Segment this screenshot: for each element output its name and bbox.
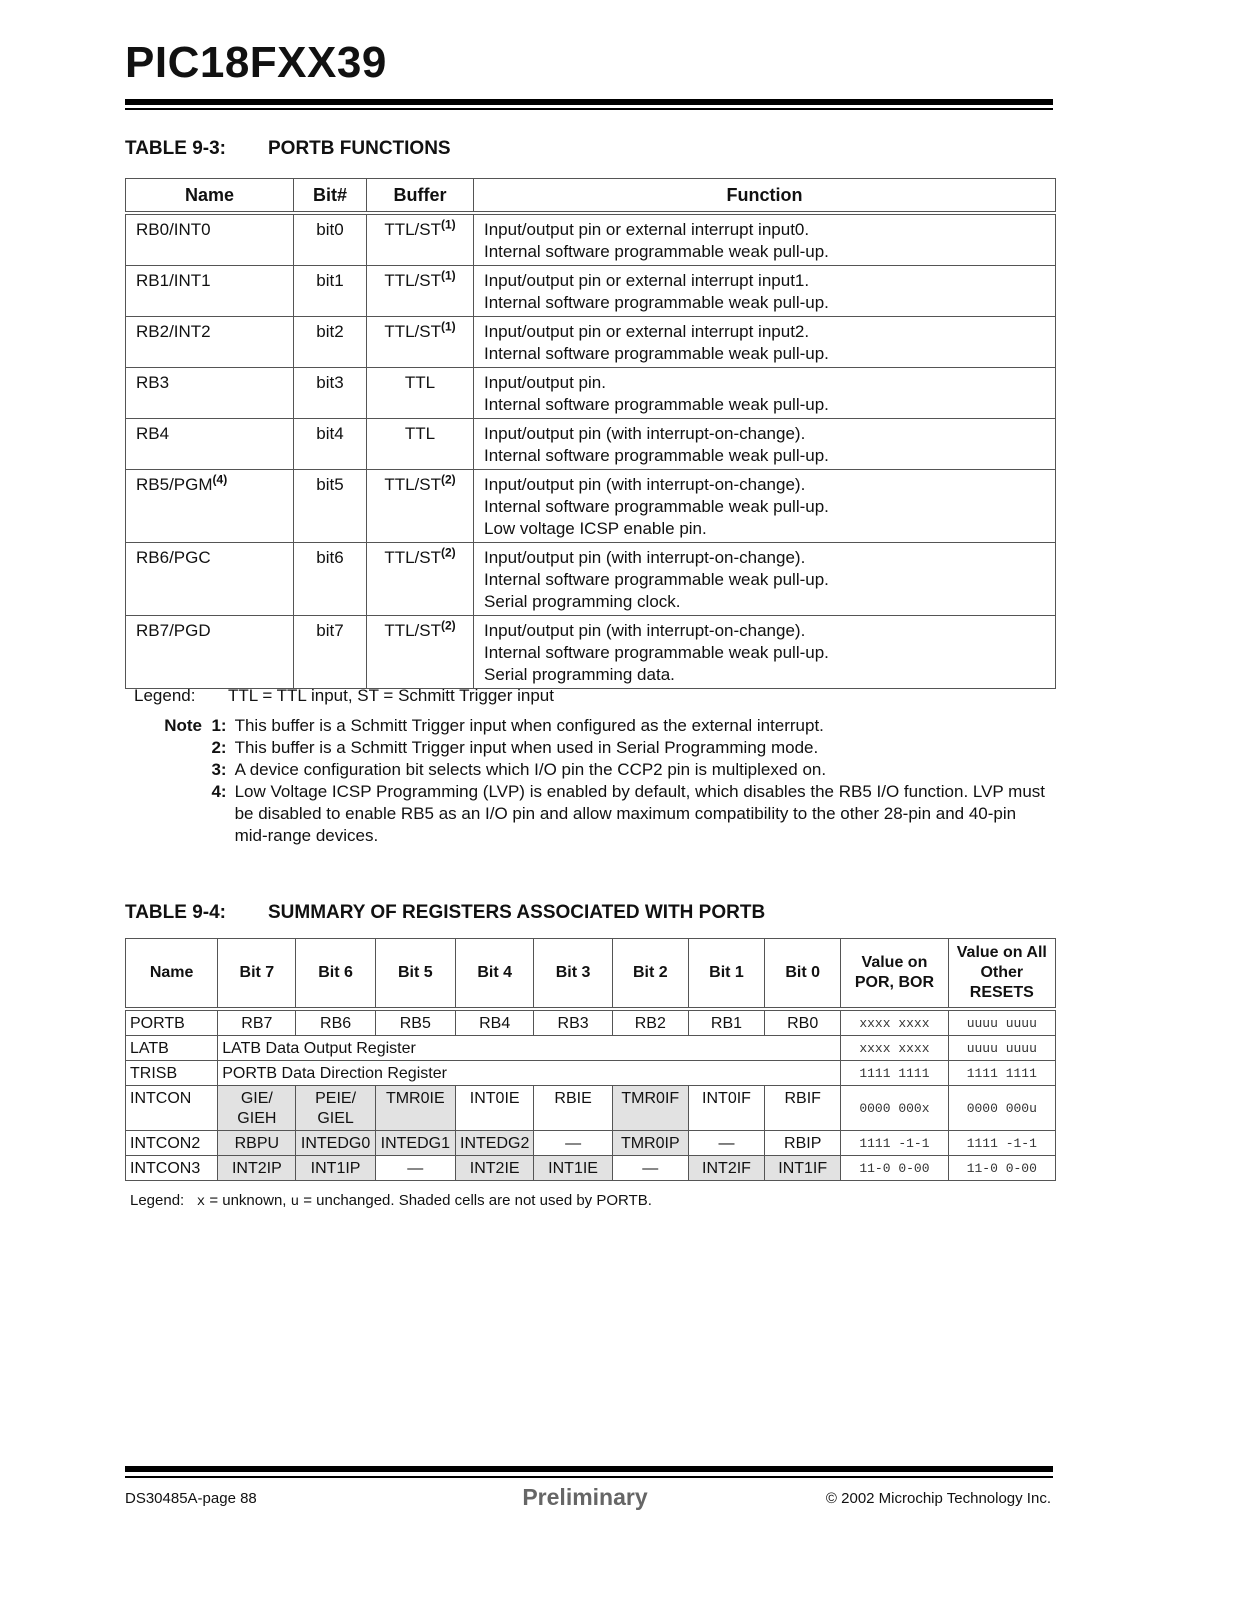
note-number-cell xyxy=(150,781,227,847)
footer-copyright: © 2002 Microchip Technology Inc. xyxy=(825,1490,1051,1507)
value-por-bor: 1111 1111 xyxy=(841,1061,948,1086)
note-item xyxy=(150,737,1050,759)
note-number: 4: xyxy=(211,782,227,801)
pin-name: RB6/PGC xyxy=(136,548,211,567)
pin-name-footnote: (4) xyxy=(212,472,228,487)
pin-name-cell xyxy=(126,419,294,470)
bit-cell: bit4 xyxy=(294,419,367,470)
column-header: Name xyxy=(126,939,218,1010)
function-line: Internal software programmable weak pull-up. xyxy=(484,242,829,261)
bit-cell: INT2IF xyxy=(688,1156,764,1181)
table-row xyxy=(126,616,1056,689)
register-description: LATB Data Output Register xyxy=(218,1036,841,1061)
bit-cell: INTEDG0 xyxy=(296,1131,375,1156)
footer-rule-thin xyxy=(125,1476,1053,1478)
table-row xyxy=(126,317,1056,368)
table-9-3-number: TABLE 9-3: xyxy=(125,138,226,159)
function-line: Input/output pin. xyxy=(484,373,606,392)
bit-cell: INT0IF xyxy=(688,1086,764,1131)
table-9-4-caption xyxy=(125,902,765,924)
bit-cell: RB7 xyxy=(218,1009,296,1036)
register-name: LATB xyxy=(126,1036,218,1061)
document-title: PIC18FXX39 xyxy=(125,38,387,87)
bit-cell: RBPU xyxy=(218,1131,296,1156)
note-number-cell xyxy=(150,715,227,737)
function-line: Internal software programmable weak pull-up. xyxy=(484,643,829,662)
column-header: Bit 0 xyxy=(765,939,841,1010)
function-line: Input/output pin or external interrupt input1. xyxy=(484,271,810,290)
column-header: Bit 6 xyxy=(296,939,375,1010)
value-other-resets: uuuu uuuu xyxy=(948,1009,1055,1036)
column-header: Bit 3 xyxy=(534,939,612,1010)
table-header-row xyxy=(126,179,1056,214)
register-description: PORTB Data Direction Register xyxy=(218,1061,841,1086)
table-header-row xyxy=(126,939,1056,1010)
pin-name-cell xyxy=(126,470,294,543)
bit-cell: RB1 xyxy=(688,1009,764,1036)
bit-cell: INT2IE xyxy=(455,1156,534,1181)
note-item xyxy=(150,781,1050,847)
value-other-resets: uuuu uuuu xyxy=(948,1036,1055,1061)
column-header: Name xyxy=(126,179,294,214)
table-row xyxy=(126,213,1056,266)
table-row xyxy=(126,1036,1056,1061)
pin-name-cell xyxy=(126,616,294,689)
note-number: 1: xyxy=(211,716,227,735)
bit-cell: bit0 xyxy=(294,213,367,266)
function-cell xyxy=(474,266,1056,317)
function-line: Internal software programmable weak pull-up. xyxy=(484,570,829,589)
function-line: Low voltage ICSP enable pin. xyxy=(484,519,707,538)
portb-functions-table xyxy=(125,178,1056,689)
table-9-4-legend xyxy=(130,1192,652,1210)
bit-cell: bit3 xyxy=(294,368,367,419)
pin-name: RB2/INT2 xyxy=(136,322,211,341)
buffer-footnote: (1) xyxy=(441,268,456,283)
value-other-resets: 1111 1111 xyxy=(948,1061,1055,1086)
function-line: Internal software programmable weak pull-up. xyxy=(484,344,829,363)
header-rule-thick xyxy=(125,99,1053,105)
function-line: Input/output pin (with interrupt-on-change). xyxy=(484,548,806,567)
buffer-type: TTL/ST xyxy=(384,621,441,640)
function-line: Internal software programmable weak pull-up. xyxy=(484,497,829,516)
register-name: TRISB xyxy=(126,1061,218,1086)
legend-label: Legend: xyxy=(134,686,196,705)
function-cell xyxy=(474,543,1056,616)
buffer-cell xyxy=(367,419,474,470)
bit-cell: bit7 xyxy=(294,616,367,689)
buffer-type: TTL xyxy=(404,424,436,443)
column-header: Buffer xyxy=(367,179,474,214)
function-cell xyxy=(474,213,1056,266)
column-header: Bit# xyxy=(294,179,367,214)
function-line: Input/output pin (with interrupt-on-change). xyxy=(484,621,806,640)
bit-cell: bit6 xyxy=(294,543,367,616)
value-por-bor: xxxx xxxx xyxy=(841,1009,948,1036)
pin-name-cell xyxy=(126,543,294,616)
bit-cell: PEIE/ GIEL xyxy=(296,1086,375,1131)
function-line: Serial programming clock. xyxy=(484,592,681,611)
note-label: Note xyxy=(164,716,202,735)
note-text: Low Voltage ICSP Programming (LVP) is enabled by default, which disables the RB5 I/O function. LVP must be disabled to enable RB5 as an I/O pin and allow maximum compatibility to the other 28-pin and 40-pin mid-range devices. xyxy=(234,782,1046,845)
buffer-cell xyxy=(367,616,474,689)
table-row xyxy=(126,543,1056,616)
legend-text: TTL = TTL input, ST = Schmitt Trigger input xyxy=(228,686,554,705)
buffer-type: TTL/ST xyxy=(384,475,441,494)
bit-cell: RB4 xyxy=(455,1009,534,1036)
bit-cell: INTEDG2 xyxy=(455,1131,534,1156)
note-number-cell xyxy=(150,759,227,781)
footer-page-number: DS30485A-page 88 xyxy=(125,1490,257,1507)
bit-cell: RBIP xyxy=(765,1131,841,1156)
pin-name: RB4 xyxy=(136,424,170,443)
table-row xyxy=(126,419,1056,470)
function-line: Input/output pin (with interrupt-on-change). xyxy=(484,475,806,494)
legend-unchanged-text: = unchanged. Shaded cells are not used by PORTB. xyxy=(299,1192,652,1209)
pin-name: RB3 xyxy=(136,373,170,392)
note-number: 3: xyxy=(211,760,227,779)
pin-name-cell xyxy=(126,368,294,419)
function-line: Serial programming data. xyxy=(484,665,675,684)
bit-cell: — xyxy=(612,1156,688,1181)
bit-cell: bit2 xyxy=(294,317,367,368)
table-row xyxy=(126,368,1056,419)
function-cell xyxy=(474,616,1056,689)
table-row xyxy=(126,1009,1056,1036)
function-line: Internal software programmable weak pull-up. xyxy=(484,293,829,312)
buffer-cell xyxy=(367,317,474,368)
buffer-cell xyxy=(367,266,474,317)
function-cell xyxy=(474,419,1056,470)
function-cell xyxy=(474,470,1056,543)
function-cell xyxy=(474,317,1056,368)
column-header: Function xyxy=(474,179,1056,214)
pin-name: RB0/INT0 xyxy=(136,220,211,239)
note-item xyxy=(150,759,1050,781)
value-por-bor: 11-0 0-00 xyxy=(841,1156,948,1181)
buffer-footnote: (2) xyxy=(441,472,456,487)
pin-name: RB1/INT1 xyxy=(136,271,211,290)
column-header: Value on All Other RESETS xyxy=(948,939,1055,1010)
register-name: INTCON3 xyxy=(126,1156,218,1181)
register-name: PORTB xyxy=(126,1009,218,1036)
table-9-4-title: SUMMARY OF REGISTERS ASSOCIATED WITH PORTB xyxy=(268,902,766,923)
bit-cell: RBIF xyxy=(765,1086,841,1131)
header-rule-thin xyxy=(125,108,1053,110)
legend-unknown-symbol: x xyxy=(196,1194,206,1210)
table-row xyxy=(126,1131,1056,1156)
bit-cell: RB3 xyxy=(534,1009,612,1036)
legend-unknown-text: = unknown, xyxy=(205,1192,291,1209)
bit-cell: bit5 xyxy=(294,470,367,543)
value-por-bor: xxxx xxxx xyxy=(841,1036,948,1061)
table-9-4-number: TABLE 9-4: xyxy=(125,902,226,923)
table-row xyxy=(126,1061,1056,1086)
bit-cell: — xyxy=(534,1131,612,1156)
legend-unchanged-symbol: u xyxy=(290,1194,300,1210)
note-text: This buffer is a Schmitt Trigger input when configured as the external interrupt. xyxy=(234,716,824,735)
bit-cell: RBIE xyxy=(534,1086,612,1131)
buffer-type: TTL/ST xyxy=(384,322,441,341)
value-other-resets: 1111 -1-1 xyxy=(948,1131,1055,1156)
register-name: INTCON2 xyxy=(126,1131,218,1156)
column-header: Bit 2 xyxy=(612,939,688,1010)
register-name: INTCON xyxy=(126,1086,218,1131)
value-other-resets: 11-0 0-00 xyxy=(948,1156,1055,1181)
function-line: Input/output pin or external interrupt input0. xyxy=(484,220,810,239)
buffer-cell xyxy=(367,368,474,419)
pin-name-cell xyxy=(126,317,294,368)
pin-name: RB7/PGD xyxy=(136,621,211,640)
pin-name-cell xyxy=(126,266,294,317)
bit-cell: RB5 xyxy=(375,1009,455,1036)
table-9-3-title: PORTB FUNCTIONS xyxy=(268,138,451,159)
bit-cell: RB2 xyxy=(612,1009,688,1036)
table-row xyxy=(126,470,1056,543)
table-row xyxy=(126,266,1056,317)
value-por-bor: 0000 000x xyxy=(841,1086,948,1131)
function-line: Input/output pin or external interrupt input2. xyxy=(484,322,810,341)
bit-cell: RB6 xyxy=(296,1009,375,1036)
footer-status: Preliminary xyxy=(522,1484,648,1510)
bit-cell: INT2IP xyxy=(218,1156,296,1181)
buffer-footnote: (1) xyxy=(441,319,456,334)
bit-cell: INT1IE xyxy=(534,1156,612,1181)
table-9-3-caption xyxy=(125,138,451,160)
function-line: Input/output pin (with interrupt-on-change). xyxy=(484,424,806,443)
bit-cell: bit1 xyxy=(294,266,367,317)
table-9-3-legend xyxy=(134,686,554,706)
table-row xyxy=(126,1156,1056,1181)
function-line: Internal software programmable weak pull-up. xyxy=(484,446,829,465)
buffer-type: TTL/ST xyxy=(384,271,441,290)
buffer-cell xyxy=(367,543,474,616)
value-por-bor: 1111 -1-1 xyxy=(841,1131,948,1156)
column-header: Bit 4 xyxy=(455,939,534,1010)
buffer-footnote: (1) xyxy=(441,217,456,232)
value-other-resets: 0000 000u xyxy=(948,1086,1055,1131)
bit-cell: TMR0IP xyxy=(612,1131,688,1156)
note-number: 2: xyxy=(211,738,227,757)
buffer-footnote: (2) xyxy=(441,545,456,560)
bit-cell: TMR0IF xyxy=(612,1086,688,1131)
buffer-cell xyxy=(367,213,474,266)
table-row xyxy=(126,1086,1056,1131)
bit-cell: INT1IP xyxy=(296,1156,375,1181)
function-line: Internal software programmable weak pull-up. xyxy=(484,395,829,414)
bit-cell: — xyxy=(375,1156,455,1181)
bit-cell: INT0IE xyxy=(455,1086,534,1131)
bit-cell: — xyxy=(688,1131,764,1156)
buffer-cell xyxy=(367,470,474,543)
buffer-footnote: (2) xyxy=(441,618,456,633)
column-header: Value on POR, BOR xyxy=(841,939,948,1010)
pin-name-cell xyxy=(126,213,294,266)
bit-cell: TMR0IE xyxy=(375,1086,455,1131)
pin-name: RB5/PGM xyxy=(136,475,213,494)
note-item xyxy=(150,715,1050,737)
bit-cell: GIE/ GIEH xyxy=(218,1086,296,1131)
bit-cell: INTEDG1 xyxy=(375,1131,455,1156)
portb-registers-table xyxy=(125,938,1056,1181)
function-cell xyxy=(474,368,1056,419)
footer-rule-thick xyxy=(125,1466,1053,1472)
legend-label: Legend: xyxy=(130,1192,185,1209)
column-header: Bit 7 xyxy=(218,939,296,1010)
column-header: Bit 1 xyxy=(688,939,764,1010)
table-9-3-notes xyxy=(150,715,1050,847)
buffer-type: TTL/ST xyxy=(384,220,441,239)
note-text: A device configuration bit selects which I/O pin the CCP2 pin is multiplexed on. xyxy=(234,760,827,779)
bit-cell: INT1IF xyxy=(765,1156,841,1181)
column-header: Bit 5 xyxy=(375,939,455,1010)
buffer-type: TTL xyxy=(404,373,436,392)
bit-cell: RB0 xyxy=(765,1009,841,1036)
note-number-cell xyxy=(150,737,227,759)
buffer-type: TTL/ST xyxy=(384,548,441,567)
note-text: This buffer is a Schmitt Trigger input when used in Serial Programming mode. xyxy=(234,738,819,757)
